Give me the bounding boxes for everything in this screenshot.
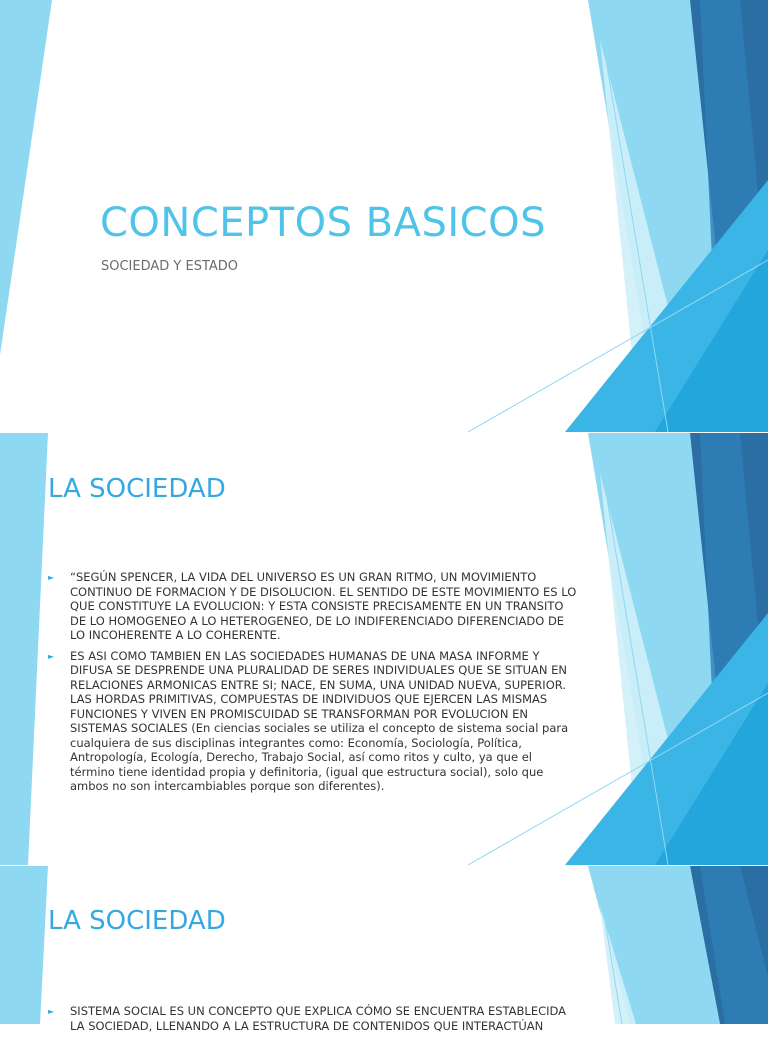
bullet-arrow-icon: ► (48, 573, 55, 582)
slide-1-subtitle: SOCIEDAD Y ESTADO (101, 259, 239, 274)
bullet-text: ES ASI COMO TAMBIEN EN LAS SOCIEDADES HUMANAS DE UNA MASA INFORME Y DIFUSA SE DESPRENDE UNA PLURALIDAD DE SERES INDIVIDUALES QUE SE SITUAN EN RELACIONES ARMONICAS ENTRE SI; NACE, EN SUMA, UNA UNIDAD NUEVA, SUPERIOR. LAS HORDAS PRIMITIVAS, COMPUESTAS DE INDIVIDUOS QUE EJERCEN LAS MISMAS FUNCIONES Y VIVEN EN PROMISCUIDAD SE TRANSFORMAN POR EVOLUCION EN SISTEMAS SOCIALES (En ciencias sociales se utiliza el concepto de sistema social para cualquiera de sus disciplinas integrantes como: Economía, Sociología, Política, Antropología, Ecología, Derecho, Trabajo Social, así como ritos y culto, ya que el término tiene identidad propia y definitoria, (igual que estructura social), solo que ambos no son intercambiables porque son diferentes). (70, 648, 569, 793)
bullet-arrow-icon: ► (48, 651, 55, 661)
slide-2-bullets (48, 570, 578, 800)
bullet-text: SISTEMA SOCIAL ES UN CONCEPTO QUE EXPLICA CÓMO SE ENCUENTRA ESTABLECIDA LA SOCIEDAD, LLENANDO A LA ESTRUCTURA DE CONTENIDOS QUE INTERACTÚAN (70, 1004, 567, 1033)
slide-3-decoration (0, 866, 768, 1024)
bullet-text: “SEGÚN SPENCER, LA VIDA DEL UNIVERSO ES UN GRAN RITMO, UN MOVIMIENTO CONTINUO DE FORMACION Y DE DISOLUCION. EL SENTIDO DE ESTE MOVIMIENTO ES LO QUE CONSTITUYE LA EVOLUCION: Y ESTA CONSISTE PRECISAMENTE EN UN TRANSITO DE LO HOMOGENEO A LO HETEROGENEO, DE LO INDIFERENCIADO DIFERENCIADO DE LO INCOHERENTE A LO COHERENTE. (70, 570, 577, 642)
slide-3 (0, 866, 768, 1033)
bullet-item (48, 1004, 578, 1033)
slide-3-title: LA SOCIEDAD (48, 906, 226, 936)
left-triangle (0, 866, 48, 1024)
left-triangle (0, 433, 48, 865)
slide-1-title: CONCEPTOS BASICOS (100, 200, 546, 246)
slide-2-title: LA SOCIEDAD (48, 474, 226, 504)
left-triangle (0, 0, 52, 355)
slide-1 (0, 0, 768, 432)
bullet-item (48, 649, 578, 794)
slide-3-bullets (48, 1004, 578, 1039)
bullet-arrow-icon: ► (48, 1007, 55, 1016)
bullet-item (48, 570, 578, 643)
